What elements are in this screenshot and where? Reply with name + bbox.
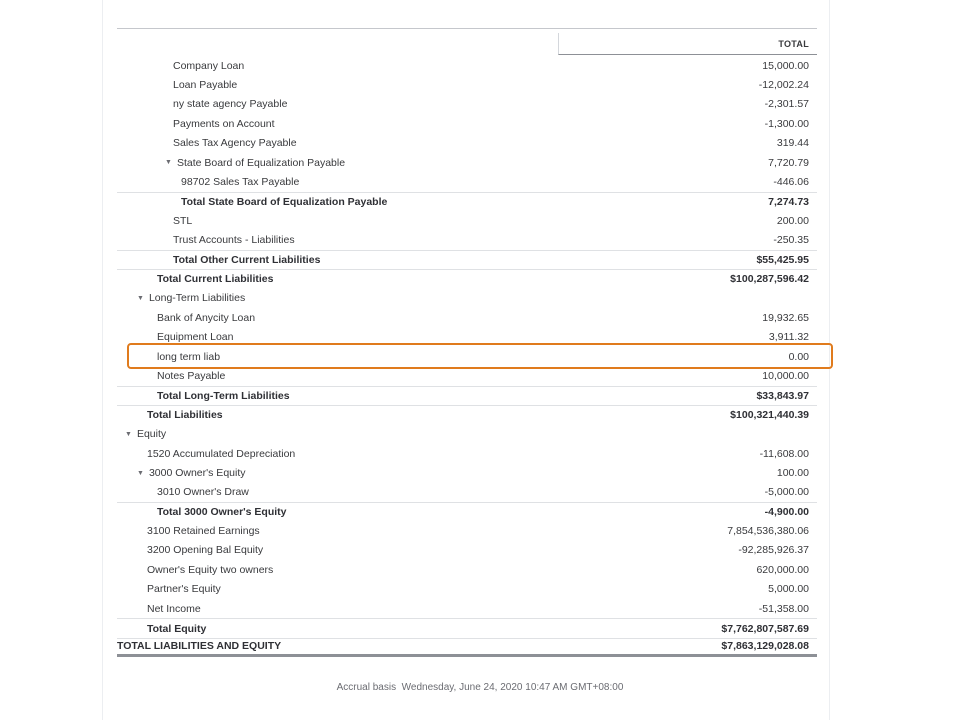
row-label-text: Sales Tax Agency Payable (173, 137, 297, 150)
row-label[interactable] (117, 428, 617, 440)
account-row (117, 560, 817, 579)
row-label (117, 390, 617, 402)
account-row (117, 56, 817, 75)
row-amount[interactable]: -5,000.00 (764, 486, 809, 499)
row-label-text: 3100 Retained Earnings (147, 525, 260, 538)
account-row (117, 541, 817, 560)
account-row (117, 366, 817, 385)
row-amount[interactable]: -11,608.00 (759, 447, 809, 460)
cut-off-row (103, 0, 829, 28)
row-amount[interactable]: 5,000.00 (768, 583, 809, 596)
row-label[interactable] (117, 79, 617, 91)
row-amount[interactable]: 200.00 (776, 214, 809, 227)
row-label[interactable] (117, 215, 617, 227)
group-row[interactable] (117, 153, 817, 172)
row-amount[interactable]: 319.44 (776, 137, 809, 150)
row-label-text: STL (173, 214, 193, 227)
row-amount[interactable]: 620,000.00 (756, 563, 809, 576)
row-label-text: Long-Term Liabilities (148, 292, 246, 305)
total-row (117, 618, 817, 637)
row-amount[interactable]: -4,900.00 (764, 506, 809, 519)
account-row (117, 308, 817, 327)
row-label[interactable] (117, 583, 617, 595)
row-label[interactable] (117, 98, 617, 110)
row-amount[interactable]: 19,932.65 (762, 311, 809, 324)
account-row (117, 483, 817, 502)
group-row[interactable] (117, 463, 817, 482)
group-row[interactable] (117, 289, 817, 308)
row-amount[interactable]: $7,863,129,028.08 (721, 640, 809, 653)
row-amount[interactable]: 7,274.73 (768, 195, 809, 208)
report-footer (0, 682, 960, 693)
report-panel (102, 0, 830, 720)
account-row (117, 172, 817, 191)
row-label-text: Equity (136, 428, 167, 441)
collapse-caret-icon[interactable]: ▼ (125, 430, 132, 438)
row-label[interactable] (117, 137, 617, 149)
total-row (117, 405, 817, 424)
row-label-text: TOTAL LIABILITIES AND EQUITY (117, 640, 282, 653)
row-label[interactable] (117, 118, 617, 130)
row-label[interactable] (117, 525, 617, 537)
footer-timestamp: Wednesday, June 24, 2020 10:47 AM GMT+08:00 (401, 682, 624, 693)
total-row (117, 502, 817, 521)
footer-basis: Accrual basis (336, 682, 397, 693)
row-label[interactable] (117, 60, 617, 72)
row-label-text: 3200 Opening Bal Equity (147, 544, 264, 557)
row-amount[interactable]: $100,321,440.39 (730, 409, 809, 422)
row-label[interactable] (117, 331, 617, 343)
row-amount[interactable]: 7,854,536,380.06 (727, 525, 809, 538)
row-amount[interactable]: -446.06 (773, 176, 809, 189)
row-label (117, 196, 617, 208)
row-label-text: Total Liabilities (147, 409, 223, 422)
group-row[interactable] (117, 424, 817, 443)
row-label[interactable] (117, 312, 617, 324)
row-label-text: Notes Payable (157, 369, 226, 382)
row-label-text: long term liab (157, 350, 221, 363)
account-row (117, 231, 817, 250)
account-row (117, 327, 817, 346)
row-label-text: 98702 Sales Tax Payable (181, 176, 300, 189)
row-label-text: Company Loan (173, 59, 245, 72)
row-label[interactable] (117, 351, 617, 363)
row-amount[interactable]: $55,425.95 (756, 254, 809, 267)
total-row (117, 192, 817, 211)
row-label-text: Total 3000 Owner's Equity (157, 506, 287, 519)
top-rule (117, 28, 817, 29)
row-label (117, 409, 617, 421)
row-amount[interactable]: -12,002.24 (758, 79, 809, 92)
total-row (117, 250, 817, 269)
total-row (117, 386, 817, 405)
account-row (117, 444, 817, 463)
row-label[interactable] (117, 603, 617, 615)
row-label-text: Payments on Account (173, 117, 275, 130)
row-label-text: Trust Accounts - Liabilities (173, 234, 295, 247)
row-label[interactable] (117, 467, 617, 479)
row-amount[interactable]: 100.00 (776, 466, 809, 479)
row-amount[interactable]: $7,762,807,587.69 (721, 622, 809, 635)
account-row (117, 580, 817, 599)
row-amount[interactable]: -51,358.00 (758, 602, 809, 615)
row-label[interactable] (117, 544, 617, 556)
row-label (117, 623, 617, 635)
account-row (117, 521, 817, 540)
row-label-text: 1520 Accumulated Depreciation (147, 447, 296, 460)
row-label-text: Total Other Current Liabilities (173, 254, 321, 267)
total-row (117, 638, 817, 657)
row-label (117, 506, 617, 518)
row-label[interactable] (117, 448, 617, 460)
row-label[interactable] (117, 292, 617, 304)
row-label-text: Owner's Equity two owners (147, 563, 274, 576)
row-amount[interactable]: $33,843.97 (756, 389, 809, 402)
row-label-text: Total State Board of Equalization Payable (181, 195, 388, 208)
row-amount[interactable]: 0.00 (788, 350, 809, 363)
row-amount[interactable]: -1,300.00 (764, 117, 809, 130)
row-label-text: Loan Payable (173, 79, 238, 92)
row-label-text: Total Current Liabilities (157, 273, 274, 286)
row-label-text: Total Long-Term Liabilities (157, 389, 290, 402)
account-row (117, 599, 817, 618)
report-rows (103, 56, 829, 657)
row-label-text: State Board of Equalization Payable (176, 156, 346, 169)
row-label-text: Equipment Loan (157, 331, 234, 344)
total-row (117, 269, 817, 288)
account-row (117, 75, 817, 94)
account-row (117, 211, 817, 230)
row-label[interactable] (117, 157, 617, 169)
account-row (117, 134, 817, 153)
row-label-text: Total Equity (147, 622, 207, 635)
row-label-text: 3010 Owner's Draw (157, 486, 249, 499)
row-label-text: 3000 Owner's Equity (148, 466, 246, 479)
row-amount[interactable]: -2,301.57 (764, 98, 809, 111)
row-amount[interactable]: 10,000.00 (762, 369, 809, 382)
row-label[interactable] (117, 234, 617, 246)
row-label-text: Bank of Anycity Loan (157, 311, 256, 324)
row-label (117, 273, 617, 285)
row-amount[interactable]: -92,285,926.37 (738, 544, 809, 557)
row-label-text: ny state agency Payable (173, 98, 288, 111)
row-label-text: Partner's Equity (147, 583, 221, 596)
account-row (117, 95, 817, 114)
collapse-caret-icon[interactable]: ▼ (165, 159, 172, 167)
row-label[interactable] (117, 486, 617, 498)
row-amount[interactable]: 7,720.79 (768, 156, 809, 169)
account-row (117, 347, 817, 366)
row-label[interactable] (117, 370, 617, 382)
collapse-caret-icon[interactable]: ▼ (137, 469, 144, 477)
row-amount[interactable]: 15,000.00 (762, 59, 809, 72)
row-amount[interactable]: 3,911.32 (768, 331, 809, 344)
total-column-header[interactable]: TOTAL (558, 33, 817, 55)
row-label[interactable] (117, 564, 617, 576)
row-amount[interactable]: $100,287,596.42 (730, 273, 809, 286)
row-label[interactable] (117, 176, 617, 188)
row-label (117, 640, 617, 652)
account-row (117, 114, 817, 133)
collapse-caret-icon[interactable]: ▼ (137, 295, 144, 303)
row-label (117, 254, 617, 266)
row-amount[interactable]: -250.35 (773, 234, 809, 247)
row-label-text: Net Income (147, 602, 201, 615)
